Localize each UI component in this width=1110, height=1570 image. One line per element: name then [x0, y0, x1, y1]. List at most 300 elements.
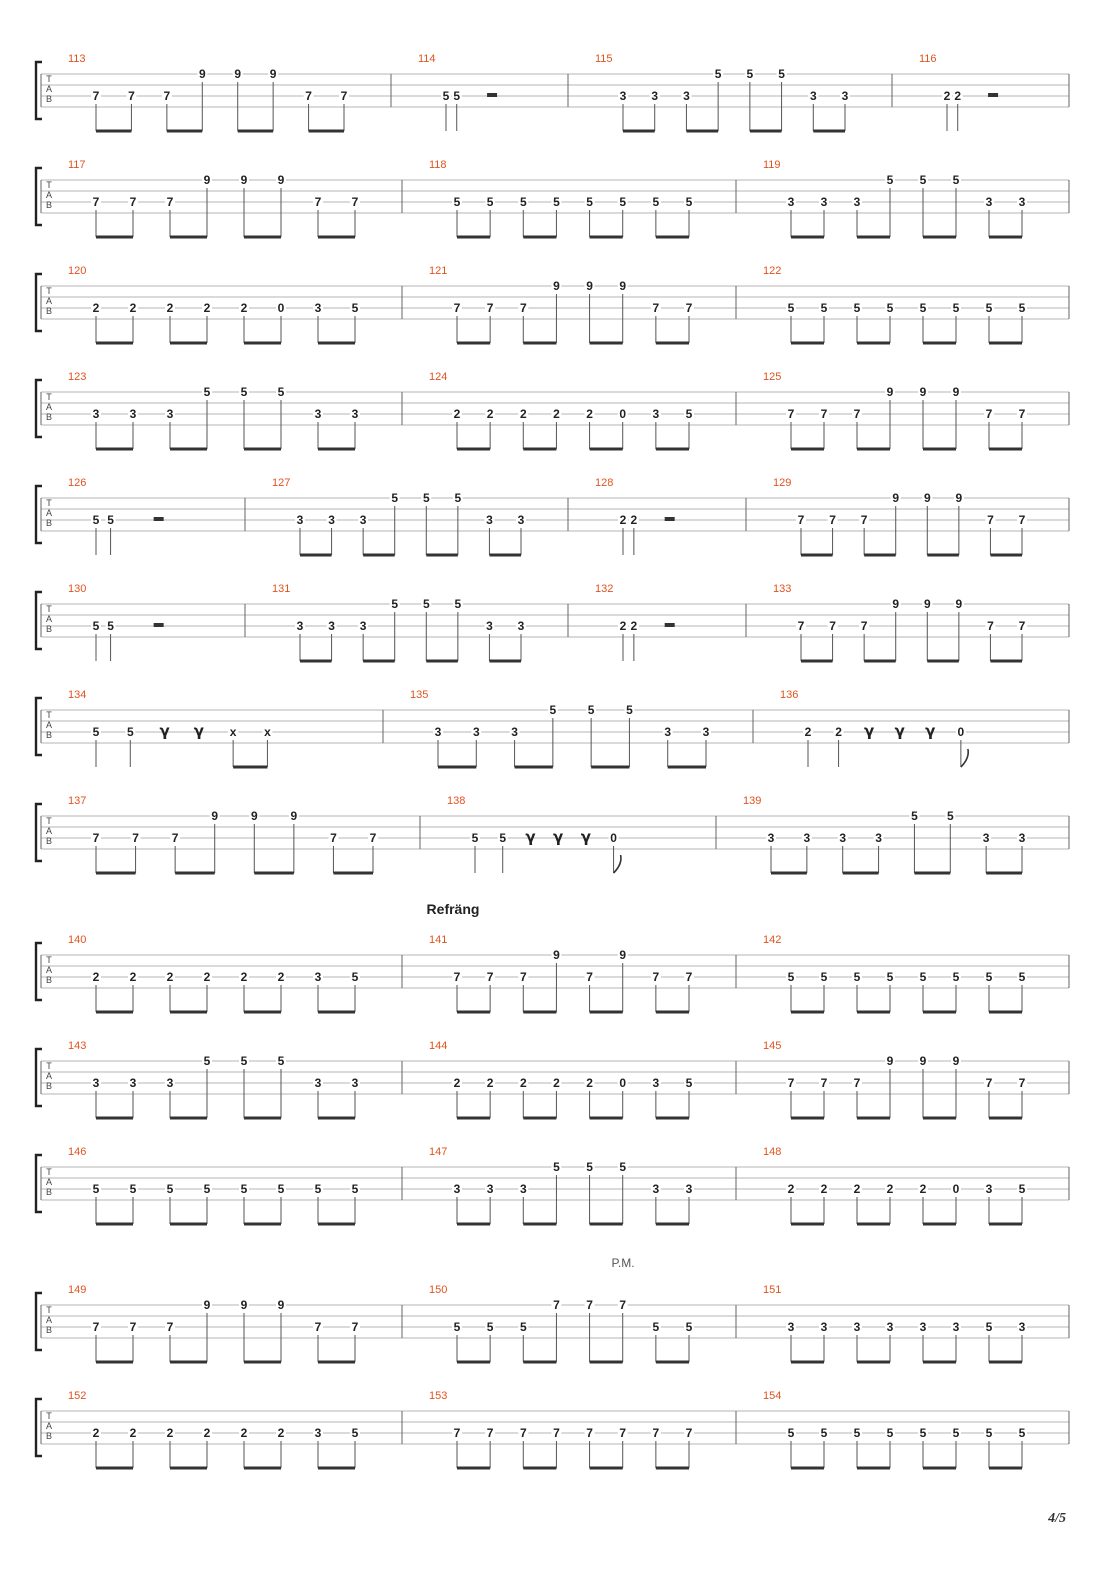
fret-number: 5	[166, 1182, 174, 1196]
bar-number: 140	[68, 934, 87, 946]
measure	[68, 1390, 402, 1468]
fret-number: 3	[767, 831, 775, 845]
eighth-rest-icon: γ	[193, 722, 204, 740]
fret-number: 5	[499, 831, 507, 845]
fret-number: 7	[171, 831, 179, 845]
fret-number: 5	[985, 301, 993, 315]
fret-number: 5	[240, 1182, 248, 1196]
fret-number: 2	[166, 1426, 174, 1440]
fret-number: 5	[1018, 970, 1026, 984]
eighth-flag	[961, 749, 968, 767]
eighth-rest-icon: γ	[925, 722, 936, 740]
fret-number: x	[264, 725, 271, 739]
fret-number: 5	[820, 1426, 828, 1440]
tab-clef-letter: T	[46, 1167, 52, 1177]
fret-number: 5	[203, 385, 211, 399]
measure	[68, 583, 245, 661]
fret-number: 5	[586, 1160, 593, 1174]
fret-number: 7	[129, 1320, 137, 1334]
fret-number: 2	[453, 407, 461, 421]
bar-number: 116	[919, 53, 937, 65]
fret-number: 7	[685, 970, 693, 984]
fret-number: 3	[166, 1076, 174, 1090]
bar-number: 146	[68, 1146, 87, 1158]
tab-clef-letter: A	[45, 965, 53, 975]
fret-number: 3	[841, 89, 849, 103]
fret-number: 5	[787, 301, 795, 315]
tab-system	[36, 1284, 1069, 1362]
fret-number: 7	[166, 1320, 174, 1334]
fret-number: 7	[132, 831, 139, 845]
fret-number: 5	[391, 597, 399, 611]
fret-number: 2	[853, 1182, 861, 1196]
fret-number: 5	[351, 1182, 359, 1196]
eighth-rest-icon: γ	[864, 722, 875, 740]
fret-number: 7	[129, 195, 137, 209]
tab-system	[36, 1146, 1069, 1224]
fret-number: 2	[203, 1426, 211, 1440]
fret-number: 7	[1018, 407, 1026, 421]
fret-number: 3	[453, 1182, 461, 1196]
fret-number: 3	[511, 725, 518, 739]
bar-number: 127	[272, 477, 291, 489]
fret-number: 7	[987, 513, 994, 527]
fret-number: 7	[486, 301, 494, 315]
fret-number: 9	[892, 491, 900, 505]
fret-number: 5	[911, 809, 918, 823]
fret-number: 5	[685, 407, 693, 421]
tab-clef-letter: B	[45, 412, 53, 422]
fret-number: 5	[787, 1426, 795, 1440]
fret-number: 7	[787, 407, 795, 421]
fret-number: 9	[955, 597, 963, 611]
fret-number: 3	[619, 89, 627, 103]
fret-number: 3	[652, 1076, 660, 1090]
fret-number: 9	[919, 385, 927, 399]
fret-number: 7	[652, 1426, 660, 1440]
fret-number: 7	[652, 301, 660, 315]
measure	[429, 934, 736, 1012]
fret-number: 5	[853, 1426, 861, 1440]
bar-number: 118	[429, 159, 447, 171]
measure	[68, 265, 402, 343]
fret-number: 2	[835, 725, 842, 739]
fret-number: 7	[985, 1076, 993, 1090]
tab-clef-letter: A	[45, 1177, 53, 1187]
tab-clef-letter: B	[45, 1431, 53, 1441]
fret-number: 9	[553, 279, 560, 293]
fret-number: 2	[92, 970, 100, 984]
fret-number: 5	[1018, 301, 1026, 315]
tab-clef-letter: T	[46, 286, 52, 296]
fret-number: 3	[985, 195, 993, 209]
tab-system	[36, 371, 1069, 449]
measure	[595, 53, 892, 131]
fret-number: 9	[955, 491, 963, 505]
measure	[773, 477, 1069, 555]
bar-number: 134	[68, 689, 87, 701]
bar-number: 133	[773, 583, 792, 595]
eighth-rest-icon: γ	[580, 828, 591, 846]
fret-number: 2	[166, 970, 174, 984]
fret-number: 2	[630, 619, 638, 633]
fret-number: 3	[92, 1076, 100, 1090]
fret-number: 5	[422, 597, 430, 611]
fret-number: 7	[685, 1426, 693, 1440]
fret-number: 5	[549, 703, 557, 717]
fret-number: 2	[586, 1076, 593, 1090]
fret-number: 3	[314, 1426, 322, 1440]
tab-system	[36, 934, 1069, 1012]
fret-number: 7	[987, 619, 994, 633]
fret-number: 5	[652, 195, 660, 209]
tab-clef-letter: A	[45, 614, 53, 624]
fret-number: 9	[886, 1054, 894, 1068]
measure	[763, 1284, 1069, 1362]
fret-number: 3	[434, 725, 442, 739]
fret-number: 2	[954, 89, 962, 103]
fret-number: 7	[652, 970, 660, 984]
measure	[919, 53, 1069, 131]
measure	[763, 934, 1069, 1012]
fret-number: 7	[314, 1320, 322, 1334]
fret-number: 3	[1018, 831, 1026, 845]
fret-number: 0	[610, 831, 617, 845]
tab-clef-letter: A	[45, 1071, 53, 1081]
fret-number: 2	[92, 1426, 100, 1440]
measure	[68, 477, 245, 555]
fret-number: 3	[129, 1076, 137, 1090]
fret-number: 2	[453, 1076, 461, 1090]
fret-number: 7	[453, 970, 461, 984]
fret-number: 3	[296, 513, 304, 527]
fret-number: 2	[630, 513, 638, 527]
measure	[429, 1146, 736, 1224]
fret-number: 9	[892, 597, 900, 611]
fret-number: 9	[919, 1054, 927, 1068]
fret-number: 3	[314, 1076, 322, 1090]
fret-number: 7	[330, 831, 337, 845]
bar-number: 132	[595, 583, 614, 595]
fret-number: 7	[486, 1426, 494, 1440]
fret-number: 3	[328, 619, 335, 633]
measure	[429, 371, 736, 449]
fret-number: 5	[853, 301, 861, 315]
fret-number: 3	[820, 195, 828, 209]
measure	[68, 53, 391, 131]
eighth-rest-icon: γ	[159, 722, 170, 740]
fret-number: 3	[517, 619, 525, 633]
fret-number: 5	[886, 1426, 894, 1440]
fret-number: 9	[250, 809, 258, 823]
fret-number: 9	[277, 1298, 285, 1312]
tab-clef-letter: T	[46, 1411, 52, 1421]
fret-number: 5	[919, 970, 927, 984]
tab-clef-letter: T	[46, 1305, 52, 1315]
fret-number: 7	[351, 1320, 359, 1334]
fret-number: 5	[92, 619, 100, 633]
fret-number: 5	[240, 1054, 248, 1068]
tab-clef-letter: B	[45, 306, 53, 316]
fret-number: 3	[472, 725, 480, 739]
fret-number: 5	[351, 301, 359, 315]
fret-number: 5	[952, 1426, 960, 1440]
fret-number: 5	[746, 67, 754, 81]
fret-number: 5	[553, 1160, 560, 1174]
fret-number: 5	[422, 491, 430, 505]
fret-number: 3	[839, 831, 847, 845]
fret-number: 2	[240, 301, 248, 315]
measure	[763, 371, 1069, 449]
fret-number: 3	[886, 1320, 894, 1334]
fret-number: 7	[92, 195, 100, 209]
fret-number: 5	[486, 195, 494, 209]
fret-number: 5	[351, 970, 359, 984]
fret-number: 7	[797, 619, 805, 633]
fret-number: 5	[553, 195, 560, 209]
tab-clef-letter: B	[45, 1081, 53, 1091]
fret-number: 3	[787, 195, 795, 209]
fret-number: 5	[277, 1054, 285, 1068]
fret-number: x	[229, 725, 237, 739]
half-rest	[154, 623, 164, 627]
fret-number: 5	[886, 173, 894, 187]
fret-number: 9	[619, 279, 627, 293]
fret-number: 5	[1018, 1182, 1026, 1196]
tab-clef-letter: B	[45, 836, 53, 846]
tab-clef-letter: T	[46, 180, 52, 190]
tab-clef-letter: T	[46, 1061, 52, 1071]
bar-number: 147	[429, 1146, 448, 1158]
measure	[68, 1040, 402, 1118]
tab-system	[36, 265, 1069, 343]
tab-system	[36, 477, 1069, 555]
fret-number: 5	[519, 195, 527, 209]
fret-number: 7	[820, 1076, 828, 1090]
fret-number: 7	[519, 1426, 527, 1440]
fret-number: 7	[166, 195, 174, 209]
fret-number: 3	[982, 831, 990, 845]
fret-number: 9	[203, 1298, 211, 1312]
fret-number: 5	[685, 1076, 693, 1090]
measure	[429, 159, 736, 237]
tab-clef-letter: A	[45, 720, 53, 730]
fret-number: 3	[652, 1182, 660, 1196]
fret-number: 9	[952, 1054, 960, 1068]
bar-number: 128	[595, 477, 614, 489]
fret-number: 2	[203, 301, 211, 315]
fret-number: 7	[586, 1298, 593, 1312]
fret-number: 2	[166, 301, 174, 315]
fret-number: 3	[651, 89, 659, 103]
fret-number: 5	[919, 1426, 927, 1440]
fret-number: 7	[128, 89, 135, 103]
fret-number: 5	[586, 195, 593, 209]
bar-number: 124	[429, 371, 448, 383]
fret-number: 5	[129, 1182, 137, 1196]
fret-number: 0	[619, 1076, 627, 1090]
half-rest	[665, 517, 675, 521]
fret-number: 5	[985, 970, 993, 984]
tab-clef-letter: A	[45, 84, 53, 94]
fret-number: 0	[957, 725, 965, 739]
measure	[68, 159, 402, 237]
fret-number: 9	[553, 948, 560, 962]
bar-number: 114	[418, 53, 436, 65]
bar-number: 113	[68, 53, 86, 65]
fret-number: 7	[486, 970, 494, 984]
fret-number: 5	[778, 67, 785, 81]
fret-number: 3	[328, 513, 335, 527]
fret-number: 5	[952, 173, 960, 187]
bar-number: 126	[68, 477, 87, 489]
fret-number: 5	[985, 1426, 993, 1440]
fret-number: 7	[985, 407, 993, 421]
bar-number: 117	[68, 159, 86, 171]
bar-number: 153	[429, 1390, 448, 1402]
tab-system	[36, 1040, 1069, 1118]
fret-number: 9	[290, 809, 298, 823]
tab-system	[36, 53, 1069, 131]
bar-number: 148	[763, 1146, 782, 1158]
eighth-rest-icon: γ	[553, 828, 564, 846]
fret-number: 2	[519, 1076, 527, 1090]
tab-clef-letter: T	[46, 955, 52, 965]
fret-number: 2	[277, 970, 285, 984]
fret-number: 7	[820, 407, 828, 421]
fret-number: 5	[277, 385, 285, 399]
half-rest	[487, 93, 497, 97]
fret-number: 2	[129, 970, 137, 984]
fret-number: 9	[923, 597, 931, 611]
tab-clef-letter: B	[45, 518, 53, 528]
section-label: Refräng	[426, 901, 480, 917]
fret-number: 3	[919, 1320, 927, 1334]
fret-number: 2	[919, 1182, 927, 1196]
tab-system	[36, 795, 1069, 873]
fret-number: 7	[619, 1298, 627, 1312]
fret-number: 2	[787, 1182, 795, 1196]
fret-number: 3	[809, 89, 817, 103]
fret-number: 5	[820, 301, 828, 315]
fret-number: 5	[619, 1160, 627, 1174]
page-number: 4/5	[1048, 1511, 1066, 1526]
measure	[68, 795, 420, 873]
fret-number: 3	[702, 725, 710, 739]
half-rest	[154, 517, 164, 521]
fret-number: 9	[203, 173, 211, 187]
measure	[68, 1284, 402, 1362]
fret-number: 3	[359, 513, 367, 527]
measure	[429, 1390, 736, 1468]
tab-system	[36, 583, 1069, 661]
fret-number: 7	[553, 1426, 560, 1440]
bar-number: 137	[68, 795, 87, 807]
fret-number: 2	[804, 725, 812, 739]
fret-number: 3	[1018, 195, 1026, 209]
tab-clef-letter: A	[45, 402, 53, 412]
fret-number: 5	[787, 970, 795, 984]
fret-number: 5	[886, 970, 894, 984]
measure	[410, 689, 753, 767]
fret-number: 7	[787, 1076, 795, 1090]
measure	[272, 583, 568, 661]
measure	[763, 1390, 1069, 1468]
fret-number: 7	[1018, 513, 1026, 527]
fret-number: 3	[853, 195, 861, 209]
half-rest	[988, 93, 998, 97]
tab-clef-letter: T	[46, 604, 52, 614]
measure	[763, 159, 1069, 237]
fret-number: 3	[486, 1182, 494, 1196]
fret-number: 5	[92, 513, 100, 527]
bar-number: 152	[68, 1390, 87, 1402]
bar-number: 115	[595, 53, 613, 65]
fret-number: 9	[886, 385, 894, 399]
bar-number: 150	[429, 1284, 448, 1296]
bar-number: 151	[763, 1284, 782, 1296]
fret-number: 5	[587, 703, 595, 717]
bar-number: 143	[68, 1040, 87, 1052]
fret-number: 7	[553, 1298, 560, 1312]
bar-number: 125	[763, 371, 782, 383]
fret-number: 5	[92, 725, 100, 739]
bar-number: 145	[763, 1040, 782, 1052]
fret-number: 5	[985, 1320, 993, 1334]
fret-number: 3	[296, 619, 304, 633]
fret-number: 3	[820, 1320, 828, 1334]
fret-number: 3	[486, 513, 493, 527]
fret-number: 9	[240, 173, 248, 187]
fret-number: 3	[685, 1182, 693, 1196]
fret-number: 7	[685, 301, 693, 315]
fret-number: 2	[553, 407, 560, 421]
fret-number: 3	[314, 407, 322, 421]
fret-number: 7	[619, 1426, 627, 1440]
fret-number: 7	[92, 1320, 100, 1334]
fret-number: 3	[683, 89, 690, 103]
fret-number: 3	[351, 407, 359, 421]
tab-clef-letter: A	[45, 826, 53, 836]
fret-number: 2	[240, 1426, 248, 1440]
fret-number: 3	[129, 407, 137, 421]
fret-number: 0	[277, 301, 285, 315]
tab-clef-letter: T	[46, 74, 52, 84]
fret-number: 7	[797, 513, 805, 527]
fret-number: 7	[853, 1076, 861, 1090]
measure	[429, 265, 736, 343]
fret-number: 7	[1018, 619, 1026, 633]
bar-number: 123	[68, 371, 87, 383]
fret-number: 3	[359, 619, 367, 633]
fret-number: 7	[586, 1426, 593, 1440]
tab-clef-letter: B	[45, 1187, 53, 1197]
fret-number: 3	[853, 1320, 861, 1334]
fret-number: 7	[92, 831, 100, 845]
fret-number: 5	[126, 725, 134, 739]
fret-number: 3	[1018, 1320, 1026, 1334]
fret-number: 2	[277, 1426, 285, 1440]
fret-number: 7	[860, 619, 868, 633]
fret-number: 2	[553, 1076, 560, 1090]
fret-number: 5	[454, 491, 462, 505]
measure	[595, 477, 746, 555]
fret-number: 9	[234, 67, 242, 81]
fret-number: 3	[351, 1076, 359, 1090]
fret-number: 5	[626, 703, 633, 717]
measure	[68, 934, 402, 1012]
fret-number: 5	[685, 195, 693, 209]
